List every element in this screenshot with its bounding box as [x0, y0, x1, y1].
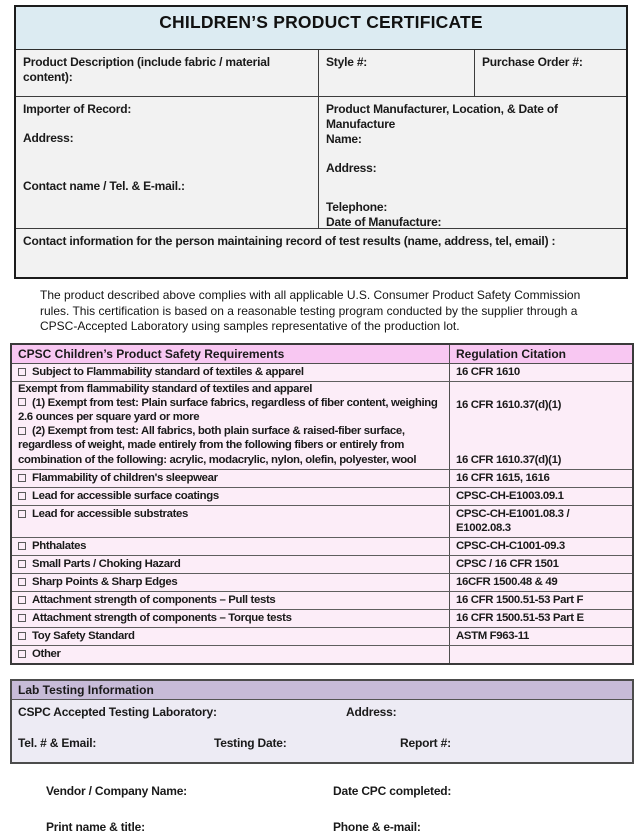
product-description-label: Product Description (include fabric / material content):	[23, 55, 270, 84]
table-row	[12, 646, 632, 663]
cpsc-table-header	[12, 345, 632, 364]
citation-label: 16 CFR 1610.37(d)(1)	[456, 399, 562, 411]
citation-label: 16CFR 1500.48 & 49	[456, 576, 558, 589]
requirement-cell	[12, 574, 450, 591]
requirement-label: Other	[32, 648, 61, 661]
requirement-label: (1) Exempt from test: Plain surface fabrics, regardless of fiber content, weighing 2.6 ounces per square yard or more	[18, 396, 438, 423]
table-row	[12, 538, 632, 556]
signature-row-1	[46, 784, 642, 799]
style-number-label: Style #:	[326, 55, 368, 69]
checkbox-icon[interactable]	[18, 492, 26, 500]
checkbox-icon[interactable]	[18, 368, 26, 376]
page-title: CHILDREN’S PRODUCT CERTIFICATE	[16, 7, 626, 50]
citation-label: CPSC-CH-E1001.08.3 / E1002.08.3	[456, 508, 570, 535]
importer-manufacturer-row	[16, 97, 626, 229]
requirement-label: Toy Safety Standard	[32, 630, 135, 643]
checkbox-icon[interactable]	[18, 510, 26, 518]
citation-label: 16 CFR 1610	[456, 366, 520, 378]
checkbox-icon[interactable]	[18, 398, 26, 406]
requirement-label: Attachment strength of components – Torque tests	[32, 612, 292, 625]
lab-row-2	[18, 736, 626, 751]
manufacturer-field[interactable]	[319, 97, 626, 228]
importer-field[interactable]	[16, 97, 319, 228]
report-number-field[interactable]: Report #:	[400, 735, 451, 750]
importer-of-record-label: Importer of Record:	[23, 102, 132, 116]
record-contact-row	[16, 229, 626, 277]
requirement-label: Phthalates	[32, 540, 87, 553]
importer-contact-label: Contact name / Tel. & E-mail.:	[23, 179, 185, 193]
requirement-label: Sharp Points & Sharp Edges	[32, 576, 178, 589]
citation-column-header: Regulation Citation	[456, 346, 566, 361]
phone-email-field[interactable]: Phone & e-mail:	[333, 819, 421, 834]
table-row	[12, 470, 632, 488]
requirement-cell	[12, 382, 450, 469]
table-row	[12, 488, 632, 506]
table-row	[12, 574, 632, 592]
citation-cell	[450, 382, 632, 469]
checkbox-icon[interactable]	[18, 474, 26, 482]
requirement-cell	[12, 628, 450, 645]
requirement-label: (2) Exempt from test: All fabrics, both plain surface & raised-fiber surface, regardless of weight, made entirely from the following fibers or entirely from combination of the following: acrylic, modacrylic, nylon, olefin, polyester, wool	[18, 425, 417, 466]
exempt-item	[18, 424, 443, 467]
table-row	[12, 364, 632, 382]
checkbox-icon[interactable]	[18, 427, 26, 435]
checkbox-icon[interactable]	[18, 632, 26, 640]
citation-label: ASTM F963-11	[456, 630, 530, 643]
requirement-label: Lead for accessible substrates	[32, 508, 189, 521]
style-number-field[interactable]	[319, 50, 475, 96]
table-row	[12, 628, 632, 646]
table-row	[12, 556, 632, 574]
requirement-cell	[12, 364, 450, 381]
requirement-cell	[12, 538, 450, 555]
manufacture-date-label: Date of Manufacture:	[326, 215, 442, 229]
requirement-cell	[12, 556, 450, 573]
manufacturer-address-label: Address:	[326, 161, 377, 175]
checkbox-icon[interactable]	[18, 614, 26, 622]
purchase-order-field[interactable]	[475, 50, 626, 96]
citation-label: 16 CFR 1610.37(d)(1)	[456, 454, 562, 467]
exempt-item	[18, 396, 443, 424]
requirement-cell	[12, 592, 450, 609]
citation-label: 16 CFR 1500.51-53 Part E	[456, 612, 584, 625]
requirement-cell	[12, 646, 450, 663]
table-row	[12, 506, 632, 538]
testing-date-field[interactable]: Testing Date:	[214, 735, 287, 750]
table-row	[12, 592, 632, 610]
requirement-label: Subject to Flammability standard of textiles & apparel	[32, 366, 304, 378]
exempt-intro-label: Exempt from flammability standard of textiles and apparel	[18, 382, 313, 395]
lab-testing-body	[12, 700, 632, 762]
citation-label: CPSC / 16 CFR 1501	[456, 558, 559, 571]
checkbox-icon[interactable]	[18, 542, 26, 550]
requirements-column-header: CPSC Children’s Product Safety Requirements	[12, 345, 450, 363]
purchase-order-label: Purchase Order #:	[482, 55, 583, 69]
citation-label	[450, 646, 632, 663]
product-info-row	[16, 50, 626, 97]
cpsc-table-rows	[12, 364, 632, 663]
date-completed-field[interactable]: Date CPC completed:	[333, 783, 452, 798]
requirement-label: Flammability of children's sleepwear	[32, 472, 218, 485]
requirement-label: Lead for accessible surface coatings	[32, 490, 219, 503]
citation-label: CPSC-CH-C1001-09.3	[456, 540, 565, 553]
signature-section	[46, 784, 642, 835]
lab-testing-heading: Lab Testing Information	[12, 681, 632, 700]
table-row	[12, 382, 632, 470]
product-description-field[interactable]	[16, 50, 319, 96]
requirement-cell	[12, 506, 450, 537]
requirement-label: Attachment strength of components – Pull tests	[32, 594, 276, 607]
signature-row-2	[46, 820, 642, 835]
checkbox-icon[interactable]	[18, 650, 26, 658]
vendor-name-field[interactable]: Vendor / Company Name:	[46, 783, 187, 798]
citation-label: CPSC-CH-E1003.09.1	[456, 490, 564, 503]
requirement-cell	[12, 488, 450, 505]
requirement-label: Small Parts / Choking Hazard	[32, 558, 181, 571]
lab-testing-section	[10, 679, 634, 764]
citation-label: 16 CFR 1615, 1616	[456, 472, 550, 485]
importer-address-label: Address:	[23, 131, 74, 145]
lab-row-1	[18, 705, 626, 720]
lab-address-field[interactable]: Address:	[346, 704, 397, 719]
cpsc-requirements-table	[10, 343, 634, 665]
requirement-cell	[12, 610, 450, 627]
checkbox-icon[interactable]	[18, 596, 26, 604]
requirement-cell	[12, 470, 450, 487]
manufacturer-name-label: Name:	[326, 132, 362, 146]
record-contact-field[interactable]	[16, 229, 626, 277]
lab-tel-email-field[interactable]: Tel. # & Email:	[18, 735, 97, 750]
manufacturer-heading: Product Manufacturer, Location, & Date of Manufacture	[326, 102, 558, 131]
table-row	[12, 610, 632, 628]
certificate-header-table	[14, 5, 628, 279]
citation-label: 16 CFR 1500.51-53 Part F	[456, 594, 584, 607]
print-name-field[interactable]: Print name & title:	[46, 819, 145, 834]
manufacturer-telephone-label: Telephone:	[326, 200, 388, 214]
compliance-statement: The product described above complies with all applicable U.S. Consumer Product Safety Commission rules. This certification is based on a reasonable testing program conducted by the supplier through a CPSC-Accepted Laboratory using samples representative of the production lot.	[40, 288, 581, 333]
checkbox-icon[interactable]	[18, 560, 26, 568]
testing-laboratory-field[interactable]: CSPC Accepted Testing Laboratory:	[18, 704, 217, 719]
checkbox-icon[interactable]	[18, 578, 26, 586]
record-contact-label: Contact information for the person maintaining record of test results (name, address, tel, email) :	[23, 234, 556, 248]
